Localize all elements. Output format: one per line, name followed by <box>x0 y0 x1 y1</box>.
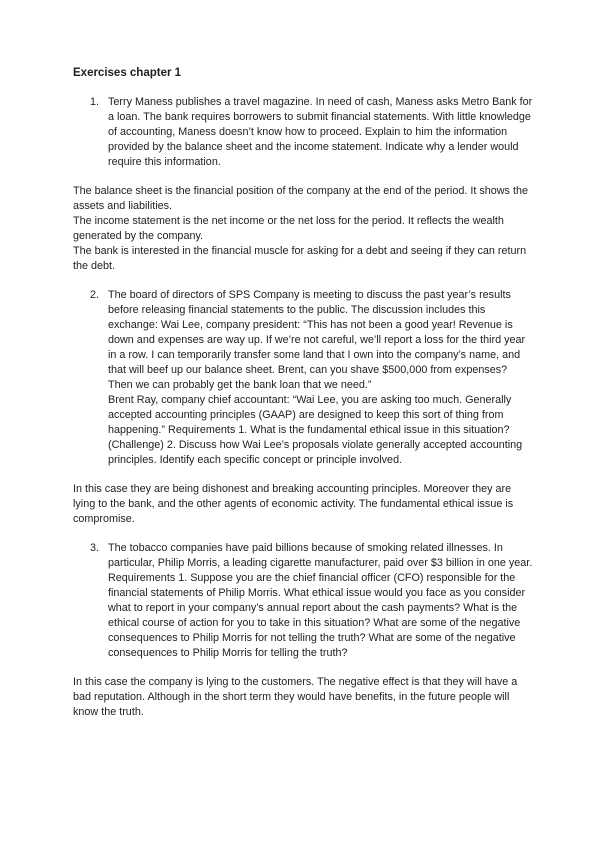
exercise-question: The tobacco companies have paid billions because of smoking related illnesses. In particular, Philip Morris, a leading cigarette manufacturer, paid over $3 billion in one year. Requirements 1. Suppose you are the chief financial officer (CFO) responsible for the financial statements of Philip Morris. What ethical issue would you face as you consider what to report in your company’s annual report about the cash payments? What is the ethical course of action for you to take in this situation? What are some of the negative consequences to Philip Morris for not telling the truth? What are some of the negative consequences to Philip Morris for telling the truth? <box>108 542 533 659</box>
exercise-1 <box>73 95 533 170</box>
exercise-1-answer: The balance sheet is the financial position of the company at the end of the period. It shows the assets and liabilities. The income statement is the net income or the net loss for the period. It reflects the wealth generated by the company. The bank is interested in the financial muscle for asking for a debt and seeing if they can return the debt. <box>73 185 528 272</box>
exercise-number: 3. <box>90 542 100 554</box>
exercise-question: Terry Maness publishes a travel magazine. In need of cash, Maness asks Metro Bank for a loan. The bank requires borrowers to submit financial statements. With little knowledge of accounting, Maness doesn’t know how to proceed. Explain to him the information provided by the balance sheet and the income statement. Indicate why a lender would require this information. <box>108 96 533 168</box>
exercise-2-answer: In this case they are being dishonest and breaking accounting principles. Moreover they are lying to the bank, and the other agents of economic activity. The fundamental ethical issue is compromise. <box>73 483 514 525</box>
exercise-3 <box>73 541 533 661</box>
exercise-3-answer: In this case the company is lying to the customers. The negative effect is that they will have a bad reputation. Although in the short term they would have benefits, in the future people will know the truth. <box>73 676 518 718</box>
exercise-number: 2. <box>90 289 100 301</box>
exercise-2 <box>73 288 533 468</box>
document-title: Exercises chapter 1 <box>73 67 182 79</box>
exercise-question: The board of directors of SPS Company is meeting to discuss the past year’s results before releasing financial statements to the public. The discussion includes this exchange: Wai Lee, company president: “This has not been a good year! Revenue is down and expenses are way up. If we’re not careful, we’ll report a loss for the third year in a row. I can temporarily transfer some land that I own into the company’s name, and that will beef up our balance sheet. Brent, can you shave $500,000 from expenses? Then we can probably get the bank loan that we need.” Brent Ray, company chief accountant: “Wai Lee, you are asking too much. Generally accepted accounting principles (GAAP) are designed to keep this sort of thing from happening.” Requirements 1. What is the fundamental ethical issue in this situation? (Challenge) 2. Discuss how Wai Lee’s proposals violate generally accepted accounting principles. Identify each specific concept or principle involved. <box>108 289 526 466</box>
document-page <box>73 66 533 720</box>
exercise-number: 1. <box>90 96 100 108</box>
